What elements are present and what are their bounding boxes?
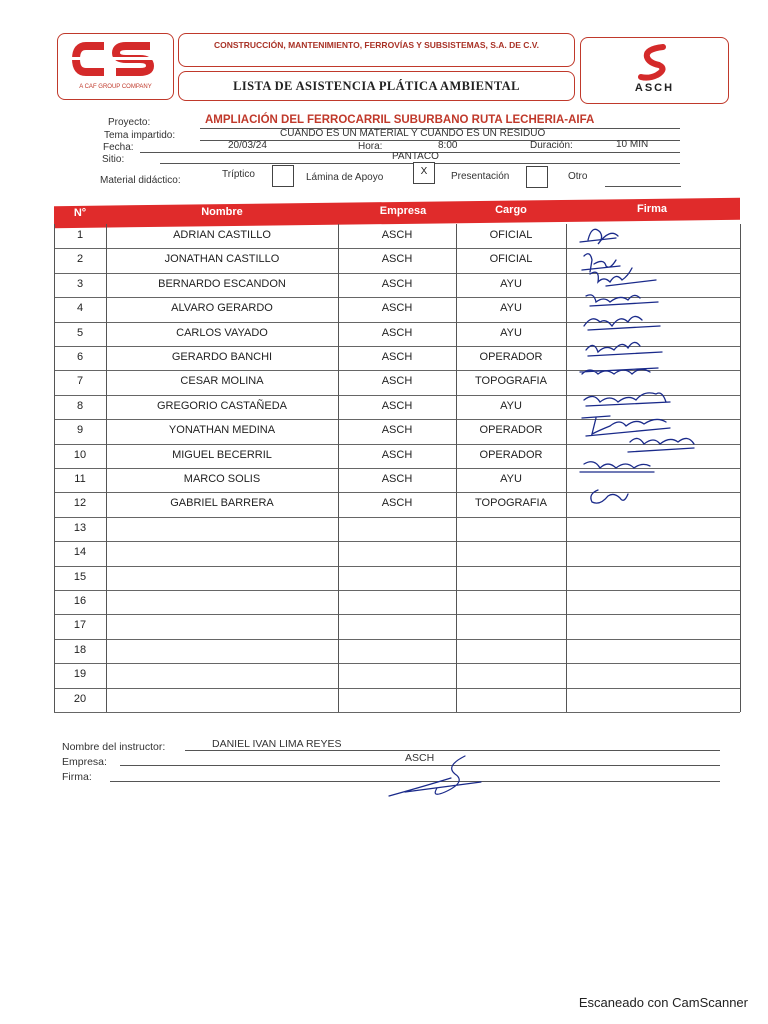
row-number: 11 (74, 473, 86, 485)
hora-label: Hora: (358, 141, 383, 152)
hora-value: 8:00 (438, 140, 458, 151)
row-empresa: ASCH (381, 326, 413, 339)
row-number: 19 (73, 668, 87, 681)
asch-s-icon (637, 43, 669, 81)
col-header-number: N° (73, 207, 87, 219)
table-row (54, 614, 740, 639)
lamina-label: Lámina de Apoyo (306, 172, 384, 183)
row-number: 14 (73, 546, 87, 559)
row-number: 1 (76, 229, 84, 241)
empresa-value: ASCH (405, 752, 435, 764)
row-firma[interactable] (566, 590, 740, 614)
signature-12 (591, 490, 628, 503)
row-number: 5 (76, 326, 84, 339)
row-cargo: AYU (500, 399, 522, 412)
row-cargo: TOPOGRAFIA (475, 375, 547, 388)
signatures-column (570, 222, 700, 522)
row-empresa: ASCH (381, 497, 413, 510)
row-empresa: ASCH (381, 351, 413, 363)
row-nombre: CARLOS VAYADO (176, 326, 268, 339)
tema-value: CUANDO ES UN MATERIAL Y CUANDO ES UN RESIDUO (280, 128, 546, 139)
signature-10 (628, 438, 694, 452)
instructor-label: Nombre del instructor: (62, 741, 166, 753)
row-nombre: JONATHAN CASTILLO (164, 253, 280, 266)
row-empresa: ASCH (381, 448, 413, 461)
proyecto-label: Proyecto: (108, 117, 151, 128)
row-cargo: AYU (500, 277, 522, 290)
proyecto-value: AMPLIACIÓN DEL FERROCARRIL SUBURBANO RUTA LECHERIA-AIFA (205, 114, 595, 126)
col-header-cargo: Cargo (495, 204, 527, 216)
presentacion-checkbox[interactable] (526, 166, 548, 188)
column-divider (456, 224, 457, 712)
row-empresa: ASCH (381, 473, 413, 485)
row-number: 8 (76, 399, 84, 412)
material-label: Material didáctico: (100, 175, 181, 186)
asch-logo (580, 37, 729, 104)
column-divider (740, 224, 741, 712)
signature-5 (584, 316, 660, 330)
col-header-firma: Firma (637, 203, 667, 215)
company-name-box (178, 33, 575, 67)
row-nombre: GERARDO BANCHI (171, 351, 273, 363)
sitio-label: Sitio: (102, 154, 125, 165)
fecha-label: Fecha: (103, 142, 134, 153)
row-empresa: ASCH (381, 424, 413, 437)
row-number: 13 (73, 521, 87, 534)
row-firma[interactable] (566, 663, 740, 687)
signature-6 (586, 342, 662, 356)
row-firma[interactable] (566, 541, 740, 565)
duracion-value: 10 MIN (616, 139, 649, 150)
empresa-label: Empresa: (62, 756, 107, 768)
signature-3 (590, 268, 656, 286)
row-number: 4 (76, 302, 84, 315)
row-firma[interactable] (566, 639, 740, 663)
row-cargo: OPERADOR (479, 424, 543, 437)
row-nombre: YONATHAN MEDINA (168, 424, 276, 437)
logo-subtitle: A CAF GROUP COMPANY (79, 84, 152, 90)
column-divider (106, 224, 107, 712)
company-name: CONSTRUCCIÓN, MANTENIMIENTO, FERROVÍAS Y SUBSISTEMAS, S.A. DE C.V. (213, 40, 540, 50)
row-cargo: OPERADOR (479, 448, 543, 461)
document-title-box (178, 71, 575, 101)
row-nombre: GREGORIO CASTAÑEDA (157, 399, 287, 412)
signature-9 (582, 416, 670, 436)
row-firma[interactable] (566, 688, 740, 712)
fecha-value: 20/03/24 (228, 140, 267, 151)
otro-rule (605, 186, 681, 187)
row-empresa: ASCH (381, 302, 413, 315)
instructor-signature (385, 752, 495, 802)
column-divider (566, 224, 567, 712)
company-logo (57, 33, 174, 100)
document-title: LISTA DE ASISTENCIA PLÁTICA AMBIENTAL (233, 79, 520, 93)
row-empresa: ASCH (381, 229, 413, 241)
cs-logo-icon (72, 40, 160, 78)
signature-8 (584, 393, 670, 406)
instructor-value: DANIEL IVAN LIMA REYES (212, 738, 342, 750)
signature-2 (582, 254, 620, 272)
row-nombre: ALVARO GERARDO (171, 302, 273, 315)
table-row (54, 663, 740, 688)
row-cargo: AYU (500, 302, 522, 315)
row-empresa: ASCH (381, 375, 413, 388)
row-cargo: OPERADOR (479, 351, 543, 363)
row-nombre: GABRIEL BARRERA (170, 497, 274, 510)
row-cargo: AYU (500, 473, 522, 485)
row-number: 7 (76, 375, 84, 388)
presentacion-label: Presentación (451, 171, 510, 182)
table-row (54, 541, 740, 566)
signature-11 (580, 462, 654, 472)
scanner-watermark: Escaneado con CamScanner (578, 995, 748, 1010)
row-number: 6 (76, 351, 84, 363)
row-cargo: TOPOGRAFIA (475, 497, 547, 510)
col-header-empresa: Empresa (379, 205, 427, 217)
table-row (54, 639, 740, 664)
row-number: 12 (73, 497, 87, 510)
row-firma[interactable] (566, 566, 740, 590)
signature-7 (580, 368, 658, 374)
tema-label: Tema impartido: (104, 130, 176, 141)
row-number: 20 (73, 692, 87, 705)
asch-logo-text: ASCH (634, 82, 675, 94)
otro-label: Otro (568, 171, 588, 182)
instructor-rule (185, 750, 720, 751)
row-number: 10 (73, 448, 87, 461)
row-nombre: MIGUEL BECERRIL (172, 448, 272, 461)
signature-1 (580, 229, 618, 244)
row-empresa: ASCH (381, 399, 413, 412)
row-nombre: CESAR MOLINA (180, 375, 264, 388)
row-number: 9 (76, 424, 84, 437)
row-nombre: BERNARDO ESCANDON (158, 277, 286, 290)
row-number: 17 (73, 619, 87, 632)
row-nombre: ADRIAN CASTILLO (173, 229, 271, 241)
signature-4 (586, 295, 658, 306)
triptico-label: Tríptico (222, 169, 255, 180)
duracion-label: Duración: (530, 140, 573, 151)
row-firma[interactable] (566, 614, 740, 638)
row-empresa: ASCH (381, 277, 413, 290)
firma-label: Firma: (62, 771, 92, 783)
row-number: 2 (76, 253, 84, 266)
column-divider (338, 224, 339, 712)
sitio-value: PANTACO (392, 151, 439, 162)
row-number: 15 (73, 570, 87, 583)
row-cargo: AYU (500, 326, 522, 339)
table-row (54, 688, 740, 713)
col-header-nombre: Nombre (201, 206, 243, 218)
column-divider (54, 224, 55, 712)
row-nombre: MARCO SOLIS (183, 473, 261, 485)
row-cargo: OFICIAL (489, 229, 533, 241)
table-row (54, 590, 740, 615)
row-empresa: ASCH (381, 253, 413, 266)
row-number: 3 (76, 277, 84, 290)
row-number: 18 (73, 643, 87, 656)
triptico-checkbox[interactable] (272, 165, 294, 187)
lamina-checkbox[interactable]: X (413, 162, 435, 184)
row-number: 16 (73, 595, 87, 607)
row-cargo: OFICIAL (489, 253, 533, 266)
table-row (54, 566, 740, 591)
